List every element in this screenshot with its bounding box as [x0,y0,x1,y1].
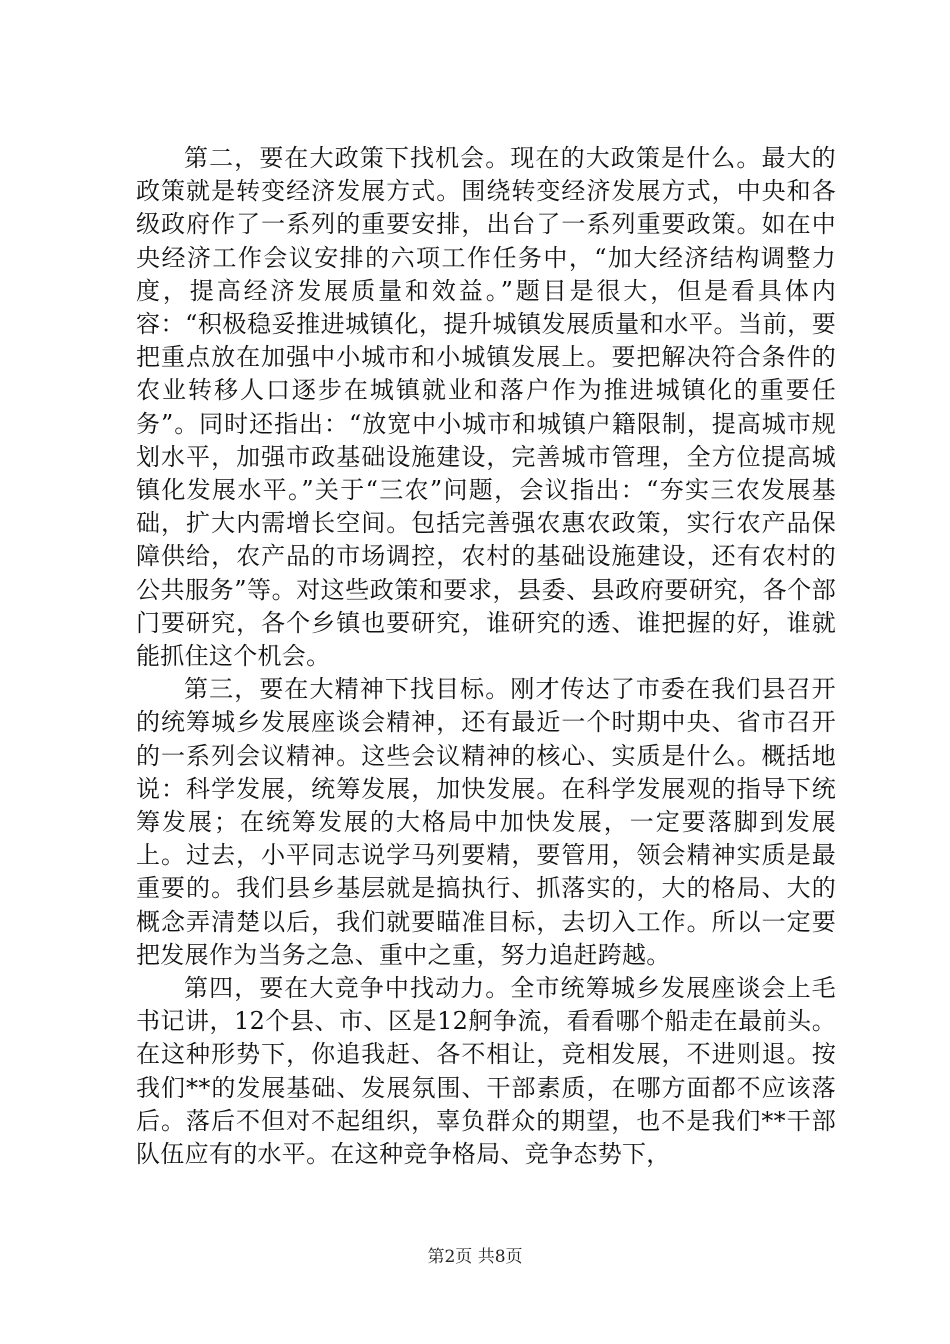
paragraph-second-point: 第二，要在大政策下找机会。现在的大政策是什么。最大的政策就是转变经济发展方式。围绕转变经济发展方式，中央和各级政府作了一系列的重要安排，出台了一系列重要政策。如在中央经济工作会议安排的六项工作任务中，“加大经济结构调整力度，提高经济发展质量和效益。”题目是很大，但是看具体内容：“积极稳妥推进城镇化，提升城镇发展质量和水平。当前，要把重点放在加强中小城市和小城镇发展上。要把解决符合条件的农业转移人口逐步在城镇就业和落户作为推进城镇化的重要任务”。同时还指出：“放宽中小城市和城镇户籍限制，提高城市规划水平，加强市政基础设施建设，完善城市管理，全方位提高城镇化发展水平。”关于“三农”问题，会议指出：“夯实三农发展基础，扩大内需增长空间。包括完善强农惠农政策，实行农产品保障供给，农产品的市场调控，农村的基础设施建设，还有农村的公共服务”等。对这些政策和要求，县委、县政府要研究，各个部门要研究，各个乡镇也要研究，谁研究的透、谁把握的好，谁就能抓住这个机会。 [136,144,836,671]
paragraph-fourth-point: 第四，要在大竞争中找动力。全市统筹城乡发展座谈会上毛书记讲，12个县、市、区是12舸争流，看看哪个船走在最前头。在这种形势下，你追我赶、各不相让，竞相发展，不进则退。按我们**的发展基础、发展氛围、干部素质，在哪方面都不应该落后。落后不但对不起组织，辜负群众的期望，也不是我们**干部队伍应有的水平。在这种竞争格局、竞争态势下， [136,974,836,1169]
paragraph-third-point: 第三，要在大精神下找目标。刚才传达了市委在我们县召开的统筹城乡发展座谈会精神，还有最近一个时期中央、省市召开的一系列会议精神。这些会议精神的核心、实质是什么。概括地说：科学发展，统筹发展，加快发展。在科学发展观的指导下统筹发展；在统筹发展的大格局中加快发展，一定要落脚到发展上。过去，小平同志说学马列要精，要管用，领会精神实质是最重要的。我们县乡基层就是搞执行、抓落实的，大的格局、大的概念弄清楚以后，我们就要瞄准目标，去切入工作。所以一定要把发展作为当务之急、重中之重，努力追赶跨越。 [136,675,836,969]
document-body [136,142,836,1171]
page-number-footer: 第2页 共8页 [427,1247,523,1267]
